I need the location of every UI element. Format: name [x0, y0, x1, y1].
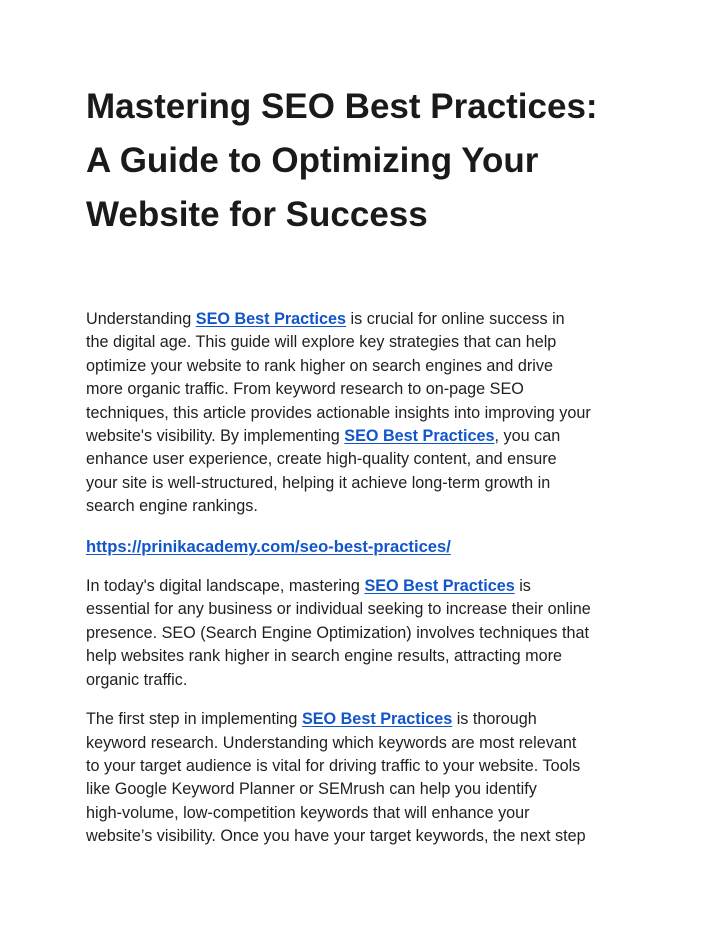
intro-paragraph: [86, 308, 646, 519]
text-run: is thorough: [452, 710, 537, 729]
academy-url-link[interactable]: https://prinikacademy.com/seo-best-practices/: [86, 536, 451, 556]
paragraph-line: help websites rank higher in search engine results, attracting more: [86, 647, 562, 666]
seo-best-practices-link[interactable]: SEO Best Practices: [195, 310, 347, 328]
title-line: A Guide to Optimizing Your: [86, 141, 539, 180]
paragraph-line: to your target audience is vital for driving traffic to your website. Tools: [86, 756, 581, 775]
text-run: The first step in implementing: [86, 710, 302, 729]
paragraph-line: more organic traffic. From keyword research to on-page SEO: [86, 380, 524, 399]
paragraph-line: enhance user experience, create high-quality content, and ensure: [86, 450, 557, 469]
paragraph-line: [86, 708, 646, 731]
paragraph-line: optimize your website to rank higher on search engines and drive: [86, 356, 554, 375]
title-line: Mastering SEO Best Practices:: [86, 87, 598, 126]
paragraph-line: website’s visibility. Once you have your target keywords, the next step: [86, 827, 586, 846]
paragraph-line: search engine rankings.: [86, 497, 258, 516]
landscape-paragraph: [86, 575, 646, 692]
paragraph-line: keyword research. Understanding which keywords are most relevant: [86, 733, 577, 752]
paragraph-line: [86, 308, 646, 331]
paragraph-line: techniques, this article provides actionable insights into improving your: [86, 403, 591, 422]
paragraph-line: the digital age. This guide will explore key strategies that can help: [86, 333, 557, 352]
keyword-research-paragraph: [86, 708, 646, 848]
paragraph-line: [86, 575, 646, 598]
text-run: , you can: [494, 427, 561, 446]
seo-best-practices-link[interactable]: SEO Best Practices: [364, 577, 515, 596]
title-line: Website for Success: [86, 195, 428, 234]
paragraph-line: your site is well-structured, helping it achieve long-term growth in: [86, 473, 551, 492]
paragraph-line: presence. SEO (Search Engine Optimization) involves techniques that: [86, 623, 589, 642]
text-run: In today's digital landscape, mastering: [86, 577, 365, 596]
seo-best-practices-link[interactable]: SEO Best Practices: [344, 427, 495, 446]
paragraph-line: high-volume, low-competition keywords that will enhance your: [86, 803, 530, 822]
text-run: Understanding: [86, 310, 196, 328]
paragraph-line: organic traffic.: [86, 670, 188, 689]
document-page: [86, 80, 646, 849]
url-paragraph: [86, 535, 646, 559]
text-run: is: [514, 577, 531, 596]
paragraph-line: like Google Keyword Planner or SEMrush can help you identify: [86, 780, 537, 799]
paragraph-line: essential for any business or individual seeking to increase their online: [86, 600, 591, 619]
paragraph-line: [86, 425, 646, 448]
text-run: website's visibility. By implementing: [86, 427, 345, 446]
text-run: is crucial for online success in: [346, 310, 565, 328]
seo-best-practices-link[interactable]: SEO Best Practices: [301, 710, 453, 729]
document-title: [86, 80, 646, 242]
